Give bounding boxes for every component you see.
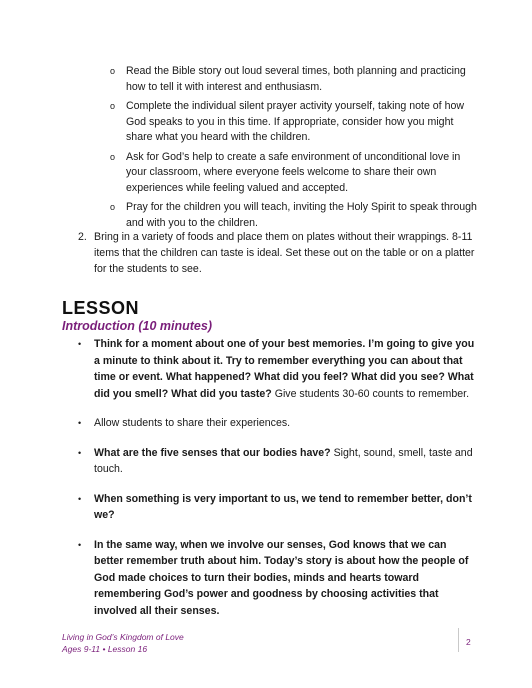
circle-bullet-icon: o [110, 101, 116, 111]
footer-divider [458, 628, 459, 652]
prep-sublist [108, 64, 480, 235]
list-item: o Read the Bible story out loud several times, both planning and practicing how to tell it with interest and enthusiasm. [110, 65, 466, 93]
list-item: • What are the five senses that our bodies have? Sight, sound, smell, taste and touch. [78, 446, 473, 475]
list-item: • In the same way, when we involve our senses, God knows that we can better remember truth about him. Today’s story is about how the people of God made choices to turn their bodies, minds and hearts toward remembering God’s power and goodness by choosing activities that involved all their senses. [78, 538, 469, 617]
bullet-icon: • [78, 447, 82, 458]
item-number: 2. [78, 231, 87, 243]
bullet-icon: • [78, 493, 82, 504]
section-heading: Introduction (10 minutes) [62, 319, 212, 333]
circle-bullet-icon: o [110, 202, 116, 212]
bullet-icon: • [78, 539, 82, 550]
circle-bullet-icon: o [110, 151, 116, 162]
page-number: 2 [466, 637, 471, 647]
list-item: • Think for a moment about one of your best memories. I’m going to give you a minute to think about it. Try to remember everything you can about that time or event. What happened? What did you feel? What did you see? What did you smell? What did you taste? Give students 30-60 counts to remember. [78, 338, 475, 400]
list-item: o Pray for the children you will teach, inviting the Holy Spirit to speak through and with you to the children. [110, 201, 477, 229]
footer-subtitle: Ages 9-11 • Lesson 16 [62, 644, 148, 654]
introduction-list [78, 336, 478, 619]
numbered-item [78, 229, 482, 277]
list-item: • When something is very important to us, we tend to remember better, don’t we? [78, 492, 472, 521]
bullet-icon: • [78, 339, 82, 349]
circle-bullet-icon: o [110, 66, 116, 76]
list-item: • Allow students to share their experiences. [78, 415, 478, 432]
bullet-icon: • [78, 418, 82, 428]
list-item: o Complete the individual silent prayer activity yourself, taking note of how God speaks to you in this time. If appropriate, consider how you might share what you heard with the children. [110, 100, 464, 143]
list-item: o Ask for God’s help to create a safe environment of unconditional love in your classroom, where everyone feels welcome to share their own experiences while feeling valued and accepted. [110, 150, 461, 194]
page-footer [62, 631, 184, 655]
footer-title: Living in God’s Kingdom of Love [62, 632, 184, 642]
lesson-heading: LESSON [62, 298, 140, 318]
item-text: Bring in a variety of foods and place them on plates without their wrappings. 8-11 items that the children can taste is ideal. Set these out on the table or on a platter for the students to see. [94, 231, 475, 275]
